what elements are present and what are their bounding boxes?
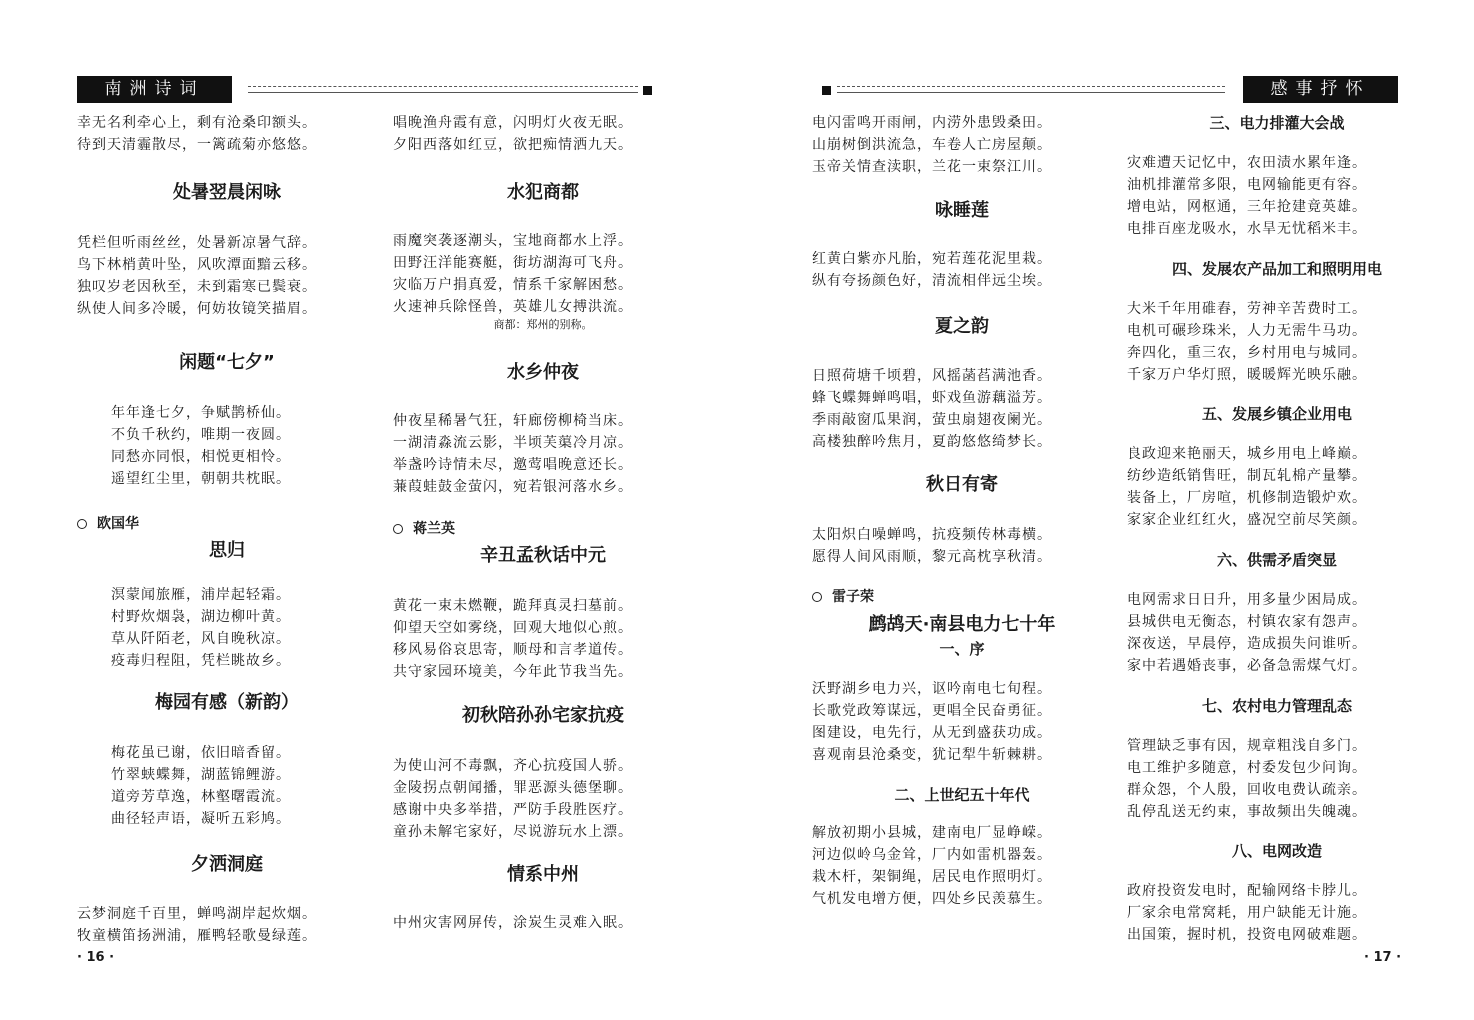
poem-line: 共守家园环境美，今年此节我当先。 <box>393 664 633 680</box>
poem-line: 田野汪洋能赛艇，街坊湖海可飞舟。 <box>393 255 633 271</box>
poem-title: 咏睡莲 <box>935 200 989 221</box>
poem-line: 管理缺乏事有因，规章粗浅自多门。 <box>1127 738 1367 754</box>
poem-line: 纵使人间多冷暖，何妨妆镜笑描眉。 <box>77 301 317 317</box>
poem-line: 高楼独醉吟焦月，夏韵悠悠绮梦长。 <box>812 434 1052 450</box>
poem-title: 情系中州 <box>507 864 579 885</box>
poem-line: 为使山河不毒飘，齐心抗疫国人骄。 <box>393 758 633 774</box>
poem-title: 闲题“七夕” <box>179 352 275 373</box>
poem-line: 蒹葭蛙鼓金萤闪，宛若银河落水乡。 <box>393 479 633 495</box>
poem-line: 纺纱造纸销售旺，制瓦轧棉产量攀。 <box>1127 468 1367 484</box>
poem-line: 火速神兵除怪兽，英雄儿女搏洪流。 <box>393 299 633 315</box>
poem-line: 愿得人间风雨顺，黎元高枕享秋清。 <box>812 549 1052 565</box>
poem-line: 中州灾害网屏传，涂炭生灵难入眠。 <box>393 915 633 931</box>
poem-line: 云梦洞庭千百里，蝉鸣湖岸起炊烟。 <box>77 906 317 922</box>
poem-line: 出国策，握时机，投资电网破难题。 <box>1127 927 1367 943</box>
right-header-tag: 感事抒怀 <box>1243 76 1398 103</box>
poem-line: 草从阡陌老，风自晚秋凉。 <box>111 631 291 647</box>
poem-line: 日照荷塘千顷碧，风摇菡萏满池香。 <box>812 368 1052 384</box>
poem-line: 政府投资发电时，配输网络卡脖儿。 <box>1127 883 1367 899</box>
poem-title: 辛丑孟秋话中元 <box>480 545 606 566</box>
poem-line: 独叹岁老因秋至，未到霜寒已鬓衰。 <box>77 279 317 295</box>
poem-line: 同愁亦同恨，相悦更相怜。 <box>111 449 291 465</box>
poem-line: 灾临万户捐真爱，情系千家解困愁。 <box>393 277 633 293</box>
poem-line: 良政迎来艳丽天，城乡用电上峰巅。 <box>1127 446 1367 462</box>
poem-line: 凭栏但听雨丝丝，处暑新凉暑气辞。 <box>77 235 317 251</box>
poem-line: 家中若遇婚丧事，必备急需煤气灯。 <box>1127 658 1367 674</box>
poem-line: 厂家余电常窝耗，用户缺能无计施。 <box>1127 905 1367 921</box>
poem-line: 电网需求日日升，用多量少困局成。 <box>1127 592 1367 608</box>
author-name: 欧国华 <box>77 513 377 533</box>
poem-line: 黄花一束未燃鞭，跪拜真灵扫墓前。 <box>393 598 633 614</box>
poem-line: 曲径轻声语，凝听五彩鸠。 <box>111 811 291 827</box>
section-heading: 四、发展农产品加工和照明用电 <box>1171 260 1382 278</box>
right-page <box>737 0 1474 1020</box>
poem-line: 道旁芳草逸，林壑曙霞流。 <box>111 789 291 805</box>
poem-line: 移风易俗哀思寄，顺母和言孝道传。 <box>393 642 633 658</box>
poem-line: 山崩树倒洪流急，车卷人亡房屋颠。 <box>812 137 1052 153</box>
poem-line: 电闪雷鸣开雨闸，内涝外患毁桑田。 <box>812 115 1052 131</box>
poem-line: 牧童横笛扬洲浦，雁鸭轻歌曼绿莲。 <box>77 928 317 944</box>
poem-title: 初秋陪孙孙宅家抗疫 <box>462 705 624 726</box>
header-rule <box>837 92 1225 93</box>
poem-line: 鸟下林梢黄叶坠，风吹潭面黯云移。 <box>77 257 317 273</box>
poem-line: 县城供电无衡态，村镇农家有怨声。 <box>1127 614 1367 630</box>
section-heading: 七、农村电力管理乱态 <box>1201 697 1352 715</box>
poem-line: 河边似岭乌金耸，厂内如雷机器轰。 <box>812 847 1052 863</box>
poem-line: 增电站，网枢通，三年抢建竟英雄。 <box>1127 199 1367 215</box>
poem-line: 解放初期小县城，建南电厂显峥嵘。 <box>812 825 1052 841</box>
poem-line: 疫毒归程阻，凭栏眺故乡。 <box>111 653 291 669</box>
poem-line: 气机发电增方便，四处乡民羡慕生。 <box>812 891 1052 907</box>
circle-bullet-icon <box>393 524 403 534</box>
poem-line: 年年逢七夕，争赋鹊桥仙。 <box>111 405 291 421</box>
poem-line: 举盏吟诗情未尽，邀莺唱晚意还长。 <box>393 457 633 473</box>
poem-line: 电工维护多随意，村委发包少问询。 <box>1127 760 1367 776</box>
author-name: 蒋兰英 <box>393 518 693 538</box>
poem-title: 夕洒洞庭 <box>191 854 263 875</box>
poem-line: 不负千秋约，唯期一夜圆。 <box>111 427 291 443</box>
poem-line: 玉帝关情查渎职，兰花一束祭江川。 <box>812 159 1052 175</box>
poem-line: 季雨敲窗瓜果润，萤虫扇翅夜阑光。 <box>812 412 1052 428</box>
poem-title: 处暑翌晨闲咏 <box>173 182 281 203</box>
poem-line: 沃野湖乡电力兴，讴吟南电七旬程。 <box>812 681 1052 697</box>
poem-line: 深夜送，早晨停，造成损失问谁听。 <box>1127 636 1367 652</box>
poem-line: 群众怨，个人殷，回收电费认疏亲。 <box>1127 782 1367 798</box>
poem-line: 唱晚渔舟霞有意，闪明灯火夜无眠。 <box>393 115 633 131</box>
poem-line: 遥望红尘里，朝朝共枕眠。 <box>111 471 291 487</box>
poem-line: 长歌党政筹谋远，更唱全民奋勇征。 <box>812 703 1052 719</box>
poem-line: 装备上，厂房喧，机修制造锻炉欢。 <box>1127 490 1367 506</box>
header-square-icon <box>643 86 652 95</box>
header-rule <box>248 92 638 93</box>
poem-line: 千家万户华灯照，暖暖辉光映乐融。 <box>1127 367 1367 383</box>
poem-line: 太阳炽白噪蝉鸣，抗疫频传林毒横。 <box>812 527 1052 543</box>
poem-line: 电排百座龙吸水，水旱无忧稻米丰。 <box>1127 221 1367 237</box>
poem-line: 仰望天空如雾绕，回观大地似心煎。 <box>393 620 633 636</box>
poem-line: 竹翠蛱蝶舞，湖蓝锦鲤游。 <box>111 767 291 783</box>
poem-line: 喜观南县沧桑变，犹记犁牛斩棘耕。 <box>812 747 1052 763</box>
poem-line: 大米千年用碓舂，劳神辛苦费时工。 <box>1127 301 1367 317</box>
poem-line: 村野炊烟袅，湖边柳叶黄。 <box>111 609 291 625</box>
page-number: · 16 · <box>77 950 115 965</box>
poem-line: 仲夜星稀暑气狂，轩廊傍柳椅当床。 <box>393 413 633 429</box>
section-heading: 六、供需矛盾突显 <box>1216 551 1337 569</box>
poem-line: 红黄白紫亦凡胎，宛若莲花泥里栽。 <box>812 251 1052 267</box>
section-heading: 八、电网改造 <box>1231 842 1322 860</box>
poem-line: 一湖清淼流云影，半顷芙蕖冷月凉。 <box>393 435 633 451</box>
author-name: 雷子荣 <box>812 586 1112 606</box>
section-heading: 三、电力排灌大会战 <box>1209 114 1345 132</box>
poem-line: 栽木杆，架铜绳，居民电作照明灯。 <box>812 869 1052 885</box>
poem-line: 奔四化，重三农，乡村用电与城同。 <box>1127 345 1367 361</box>
poem-line: 待到天清霾散尽，一篱疏菊亦悠悠。 <box>77 137 317 153</box>
poem-line: 溟蒙闻旅雁，浦岸起轻霜。 <box>111 587 291 603</box>
page-number: · 17 · <box>1364 950 1402 965</box>
poem-note: 商都：郑州的别称。 <box>493 318 593 331</box>
poem-line: 雨魔突袭逐潮头，宝地商都水上浮。 <box>393 233 633 249</box>
header-square-icon <box>822 86 831 95</box>
circle-bullet-icon <box>77 519 87 529</box>
poem-line: 图建设，电先行，从无到盛获功成。 <box>812 725 1052 741</box>
poem-title: 梅园有感（新韵） <box>155 692 299 713</box>
poem-title: 思归 <box>209 540 245 561</box>
section-heading: 五、发展乡镇企业用电 <box>1201 405 1352 423</box>
poem-line: 幸无名利牵心上，剩有沧桑印额头。 <box>77 115 317 131</box>
header-rule <box>837 86 1225 87</box>
poem-line: 蜂飞蝶舞蝉鸣唱，虾戏鱼游藕溢芳。 <box>812 390 1052 406</box>
poem-line: 童孙未解宅家好，尽说游玩水上漂。 <box>393 824 633 840</box>
poem-title: 秋日有寄 <box>926 474 998 495</box>
poem-line: 感谢中央多举措，严防手段胜医疗。 <box>393 802 633 818</box>
poem-title: 水犯商都 <box>507 182 579 203</box>
section-heading: 一、序 <box>939 640 985 658</box>
poem-line: 梅花虽已谢，依旧暗香留。 <box>111 745 291 761</box>
poem-line: 家家企业红红火，盛况空前尽笑颜。 <box>1127 512 1367 528</box>
poem-line: 纵有夸扬颜色好，清流相伴远尘埃。 <box>812 273 1052 289</box>
poem-line: 灾难遭天记忆中，农田渍水累年逢。 <box>1127 155 1367 171</box>
header-rule <box>248 86 638 87</box>
left-header-tag: 南洲诗词 <box>77 76 232 103</box>
poem-line: 乱停乱送无约束，事故频出失魄魂。 <box>1127 804 1367 820</box>
poem-title: 鹧鸪天·南县电力七十年 <box>868 614 1056 635</box>
poem-title: 夏之韵 <box>935 316 989 337</box>
poem-line: 电机可碾珍珠米，人力无需牛马功。 <box>1127 323 1367 339</box>
poem-line: 金陵拐点朝闻播，罪恶源头德堡聊。 <box>393 780 633 796</box>
poem-line: 夕阳西落如红豆，欲把痴情洒九天。 <box>393 137 633 153</box>
poem-line: 油机排灌常多限，电网输能更有容。 <box>1127 177 1367 193</box>
section-heading: 二、上世纪五十年代 <box>894 786 1030 804</box>
circle-bullet-icon <box>812 592 822 602</box>
poem-title: 水乡仲夜 <box>507 362 579 383</box>
